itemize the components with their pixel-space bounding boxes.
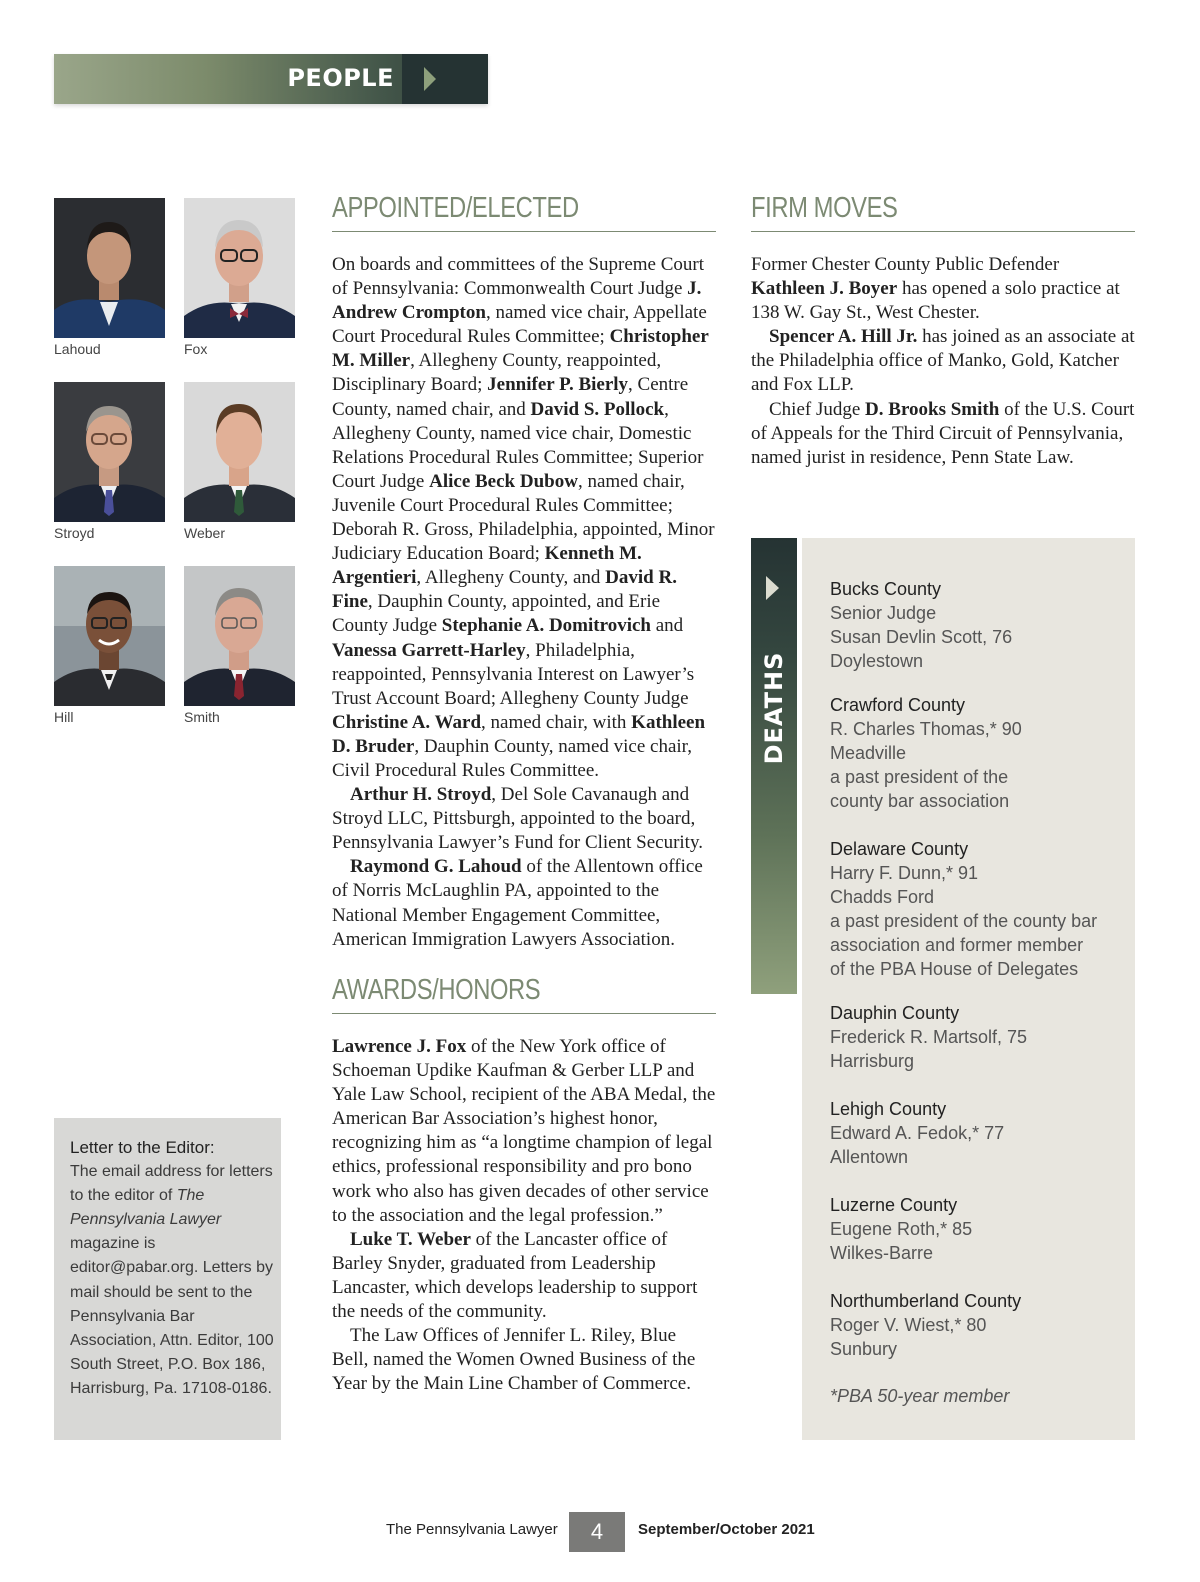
person-name: Stephanie A. Domitrovich <box>441 615 651 637</box>
banner-arrow-box <box>402 54 488 104</box>
photo-lahoud <box>54 198 165 338</box>
text-run: of the U.S. Court of Appeals for the Third Circuit of Pennsylvania, named jurist in residence, Penn State Law. <box>751 398 1135 468</box>
photo-caption: Fox <box>184 341 208 357</box>
person-name: Vanessa Garrett-Harley <box>332 639 526 661</box>
person-name: Christine A. Ward <box>332 711 482 733</box>
footer-publication: The Pennsylvania Lawyer <box>386 1521 558 1538</box>
death-county: Crawford County <box>830 695 966 715</box>
text-run: has joined as an associate at the Philadelphia office of Manko, Gold, Katcher and Fox LLP. <box>751 326 1135 396</box>
death-line: Chadds Ford <box>830 887 935 908</box>
person-name: Kathleen D. Bruder <box>332 711 706 757</box>
text-run: The Law Offices of Jennifer L. Riley, Blue Bell, named the Women Owned Business of the Year by the Main Line Chamber of Commerce. <box>332 1325 696 1395</box>
person-name: Spencer A. Hill Jr. <box>769 326 918 348</box>
letter-text-a: The email address for letters to the editor of <box>70 1163 273 1205</box>
photo-weber <box>184 382 295 522</box>
page-number: 4 <box>569 1512 625 1552</box>
death-line: Allentown <box>830 1147 909 1168</box>
death-line: Edward A. Fedok,* 77 <box>830 1123 1005 1144</box>
death-line: Roger V. Wiest,* 80 <box>830 1315 987 1336</box>
death-entry <box>830 1193 972 1265</box>
text-run: , Del Sole Cavanaugh and Stroyd LLC, Pittsburgh, appointed to the board, Pennsylvania Lawyer’s Fund for Client Security. <box>332 784 703 854</box>
photo-stroyd <box>54 382 165 522</box>
firm-moves-rule <box>751 231 1135 232</box>
text-run: of the New York office of Schoeman Updike Kaufman & Gerber LLP and Yale Law School, recipient of the ABA Medal, the American Bar Association’s highest honor, recognizing him as “a longtime champion of legal ethics, professional responsibility and pro bono work who also has given decades of other service to the association and the legal profession.” <box>332 1036 716 1226</box>
awards-paragraph-1 <box>332 1035 716 1228</box>
death-county: Northumberland County <box>830 1291 1022 1311</box>
person-name: Kenneth M. Argentieri <box>332 543 642 589</box>
death-county: Lehigh County <box>830 1099 947 1119</box>
appointed-body <box>332 253 716 952</box>
text-run: has opened a solo practice at 138 W. Gay St., West Chester. <box>751 278 1120 324</box>
text-run: , Philadelphia, reappointed, Pennsylvania Interest on Lawyer’s Trust Account Board; Allegheny County Judge <box>332 639 695 709</box>
text-run: Chief Judge <box>769 398 866 420</box>
person-name: David S. Pollock <box>530 398 665 420</box>
text-run: , named vice chair, Appellate Court Procedural Rules Committee; <box>332 302 707 348</box>
death-line: of the PBA House of Delegates <box>830 959 1079 980</box>
letter-title: Letter to the Editor: <box>70 1138 215 1157</box>
text-run: , named chair, with <box>481 711 632 733</box>
person-name: Jennifer P. Bierly <box>487 374 629 396</box>
death-county: Bucks County <box>830 579 942 599</box>
appointed-paragraph-1 <box>332 253 716 783</box>
awards-rule <box>332 1013 716 1014</box>
appointed-rule <box>332 231 716 232</box>
appointed-heading: APPOINTED/ELECTED <box>332 192 579 224</box>
death-line: association and former member <box>830 935 1084 956</box>
person-name: Kathleen J. Boyer <box>751 278 898 300</box>
death-county: Delaware County <box>830 839 969 859</box>
death-entry <box>830 693 1022 813</box>
text-run: of the Allentown office of Norris McLaughlin PA, appointed to the National Member Engagement Committee, American Immigration Lawyers Association. <box>332 856 703 950</box>
firm-moves-paragraph-3 <box>751 398 1135 470</box>
photo-smith <box>184 566 295 706</box>
death-county: Luzerne County <box>830 1195 958 1215</box>
photo-caption: Hill <box>54 709 74 725</box>
magazine-name: The Pennsylvania Lawyer <box>70 1187 222 1229</box>
death-entry <box>830 1289 1021 1361</box>
death-line: Sunbury <box>830 1339 898 1360</box>
person-name: Arthur H. Stroyd <box>350 784 492 806</box>
death-line: Senior Judge <box>830 603 937 624</box>
letter-content <box>70 1136 275 1401</box>
appointed-paragraph-3 <box>332 855 716 951</box>
awards-paragraph-2 <box>332 1228 716 1324</box>
death-entry <box>830 1001 1027 1073</box>
deaths-label: DEATHS <box>760 651 788 765</box>
text-run: , Dauphin County, appointed, and Erie County Judge <box>332 591 661 637</box>
firm-moves-heading: FIRM MOVES <box>751 192 898 224</box>
play-arrow-icon <box>766 576 779 600</box>
person-name: J. Andrew Crompton <box>332 278 702 324</box>
play-arrow-icon <box>424 67 436 91</box>
death-line: Meadville <box>830 743 907 764</box>
death-line: a past president of the <box>830 767 1009 788</box>
death-line: Eugene Roth,* 85 <box>830 1219 973 1240</box>
deaths-footnote: *PBA 50-year member <box>830 1386 1010 1406</box>
text-run: , Centre County, named chair, and <box>332 374 689 420</box>
person-name: Lawrence J. Fox <box>332 1036 467 1057</box>
section-title: PEOPLE <box>287 64 394 92</box>
person-name: Christopher M. Miller <box>332 326 709 372</box>
firm-moves-paragraph-1 <box>751 253 1135 325</box>
awards-heading: AWARDS/HONORS <box>332 974 541 1006</box>
section-banner <box>54 54 488 104</box>
text-run: , Allegheny County, named vice chair, Domestic Relations Procedural Rules Committee; Superior Court Judge <box>332 398 704 492</box>
awards-paragraph-3 <box>332 1324 716 1396</box>
text-run: , Allegheny County, reappointed, Disciplinary Board; <box>332 350 662 396</box>
death-line: Harry F. Dunn,* 91 <box>830 863 979 884</box>
text-run: On boards and committees of the Supreme Court of Pennsylvania: Commonwealth Court Judge <box>332 254 705 300</box>
text-run: of the Lancaster office of Barley Snyder, graduated from Leadership Lancaster, which develops leadership to support the needs of the community. <box>332 1228 698 1323</box>
photo-caption: Smith <box>184 709 220 725</box>
person-name: Alice Beck Dubow <box>429 470 578 492</box>
letter-text-b: magazine is editor@pabar.org. Letters by mail should be sent to the Pennsylvania Bar Association, Attn. Editor, 100 South Street, P.O. Box 186, Harrisburg, Pa. 17108-0186. <box>70 1235 274 1397</box>
person-name: D. Brooks Smith <box>865 398 1000 420</box>
photo-fox <box>184 198 295 338</box>
person-name: David R. Fine <box>332 567 677 613</box>
photo-caption: Stroyd <box>54 525 95 541</box>
death-entry <box>830 1097 1004 1169</box>
death-entry <box>830 577 1012 673</box>
letter-to-editor-box <box>54 1118 281 1440</box>
text-run: , named chair, Juvenile Court Procedural Rules Committee; Deborah R. Gross, Philadelphia, appointed, Minor Judiciary Education Board; <box>332 470 715 565</box>
person-name: Luke T. Weber <box>350 1228 471 1250</box>
footer-issue: September/October 2021 <box>638 1521 815 1538</box>
death-line: Wilkes-Barre <box>830 1243 934 1264</box>
appointed-paragraph-2 <box>332 783 716 855</box>
person-name: Raymond G. Lahoud <box>350 856 522 878</box>
firm-moves-body <box>751 253 1135 470</box>
death-line: Susan Devlin Scott, 76 <box>830 627 1013 648</box>
firm-moves-paragraph-2 <box>751 325 1135 397</box>
death-line: a past president of the county bar <box>830 911 1098 932</box>
death-line: Harrisburg <box>830 1051 915 1072</box>
letter-text <box>70 1160 275 1401</box>
text-run: Former Chester County Public Defender <box>751 254 1060 275</box>
photo-hill <box>54 566 165 706</box>
photo-caption: Lahoud <box>54 341 101 357</box>
text-run: , Allegheny County, and <box>416 567 606 589</box>
awards-body <box>332 1035 716 1396</box>
death-entry <box>830 837 1097 982</box>
photo-caption: Weber <box>184 525 225 541</box>
death-line: R. Charles Thomas,* 90 <box>830 719 1022 740</box>
death-line: county bar association <box>830 791 1010 812</box>
text-run: and <box>650 615 684 637</box>
death-line: Doylestown <box>830 651 924 672</box>
death-county: Dauphin County <box>830 1003 960 1023</box>
deaths-side-bar <box>751 538 797 994</box>
death-line: Frederick R. Martsolf, 75 <box>830 1027 1028 1048</box>
text-run: , Dauphin County, named vice chair, Civil Procedural Rules Committee. <box>332 735 692 781</box>
